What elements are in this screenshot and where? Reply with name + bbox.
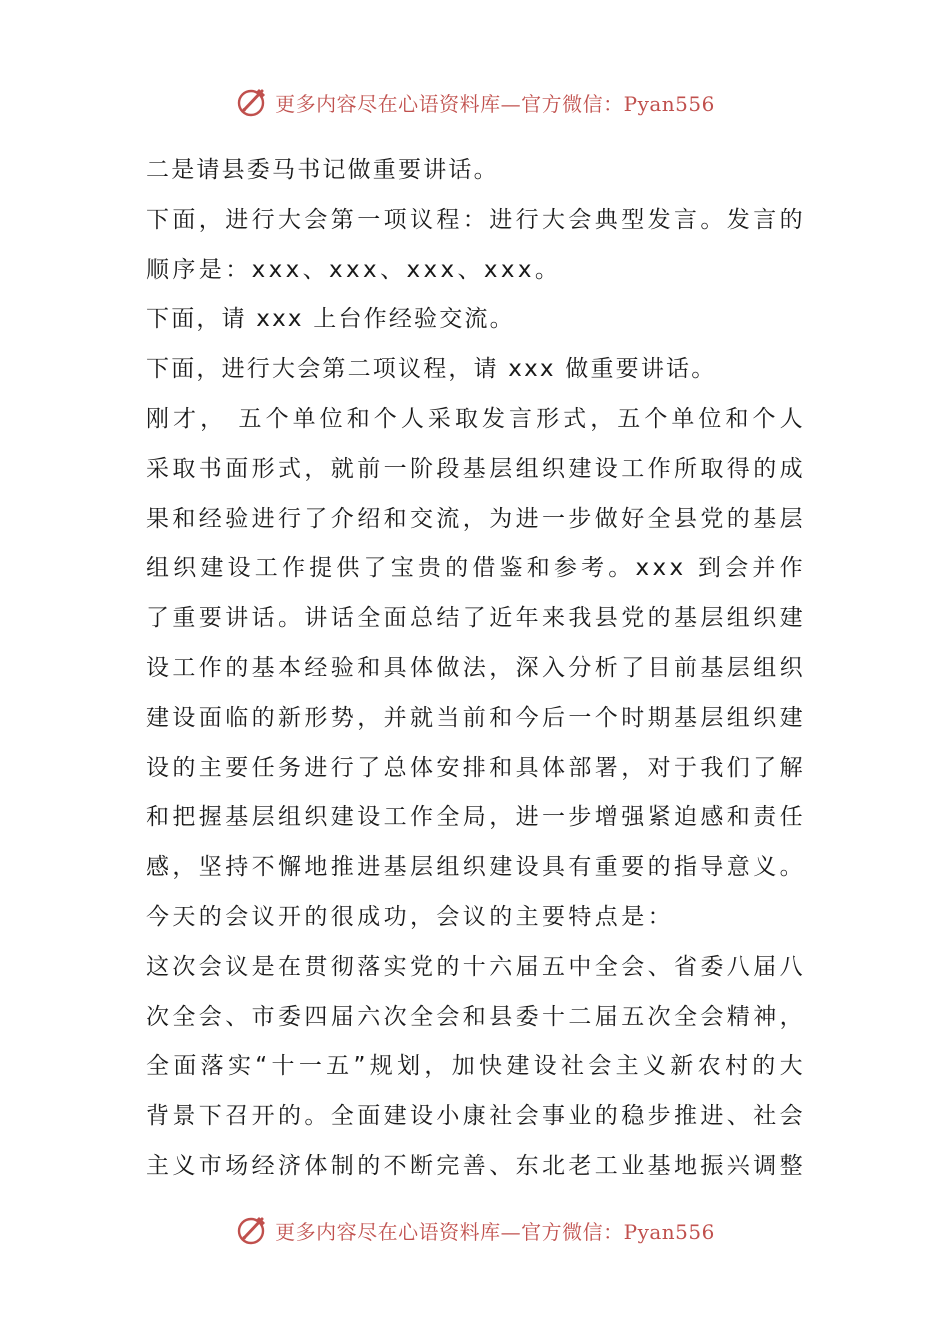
paragraph-5: 刚才， 五个单位和个人采取发言形式，五个单位和个人采取书面形式，就前一阶段基层组织建设工作所取得的成果和经验进行了介绍和交流，为进一步做好全县党的基层组织建设工作提供了宝贵的借鉴和参考。xxx 到会并作了重要讲话。讲话全面总结了近年来我县党的基层组织建设工作的基本经验和具体做法，深入分析了目前基层组织建设面临的新形势，并就当前和今后一个时期基层组织建设的主要任务进行了总体安排和具体部署，对于我们了解和把握基层组织建设工作全局，进一步增强紧迫感和责任感，坚持不懈地推进基层组织建设具有重要的指导意义。今天的会议开的很成功，会议的主要特点是： [146,405,806,930]
document-body [146,146,806,1192]
paragraph-3: 下面，请 xxx 上台作经验交流。 [146,306,515,333]
header-banner [0,82,950,122]
header-banner-text: 更多内容尽在心语资料库—官方微信：Pyan556 [275,91,715,116]
pen-seal-logo-icon [235,1213,269,1247]
paragraph-2: 下面，进行大会第一项议程：进行大会典型发言。发言的顺序是：xxx、xxx、xxx、xxx。 [146,206,806,283]
footer-banner-text: 更多内容尽在心语资料库—官方微信：Pyan556 [275,1219,715,1244]
paragraph-1: 二是请县委马书记做重要讲话。 [146,157,499,183]
pen-seal-logo-icon [235,85,269,119]
paragraph-4: 下面，进行大会第二项议程，请 xxx 做重要讲话。 [146,356,717,383]
paragraph-6: 这次会议是在贯彻落实党的十六届五中全会、省委八届八次全会、市委四届六次全会和县委十二届五次全会精神，全面落实“十一五”规划，加快建设社会主义新农村的大背景下召开的。全面建设小康社会事业的稳步推进、社会主义市场经济体制的不断完善、东北老工业基地振兴调整 [146,953,806,1179]
footer-banner [0,1210,950,1250]
